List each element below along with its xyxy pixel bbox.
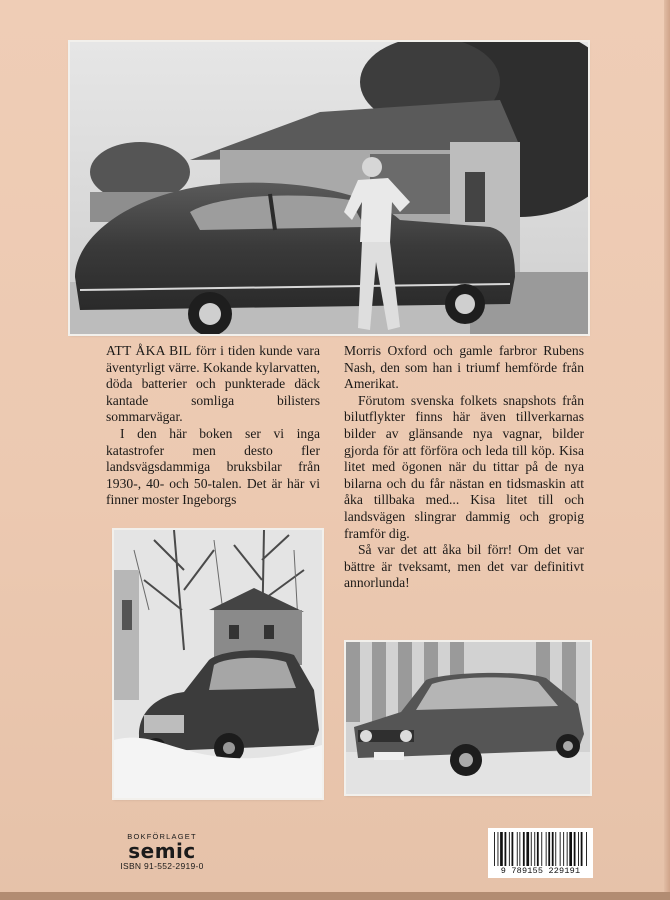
barcode-bars (493, 832, 588, 866)
paragraph-conclusion: Så var det att åka bil förr! Om det var bättre är tveksamt, men det var definitivt annorlunda! (344, 542, 584, 591)
publisher-label: BOKFÖRLAGET (127, 832, 197, 841)
paragraph-snapshots: Förutom svenska folkets snapshots från bilutflykter finns här även tillverkarnas bilder av glänsande nya vagnar, bilder gjorda för att förföra och leda till köp. Kisa litet med ögonen när du tittar på de nya bilarna och du får nästan en tidsmaskin att åka tillbaka med... Kisa litet till och landsvägen slingrar dammig och gropig framför dig. (344, 392, 584, 541)
photo-simca-car (346, 642, 590, 794)
photo-morris-in-snow (114, 530, 322, 798)
cover-edge (664, 0, 670, 900)
lead-caps: ATT ÅKA BIL (106, 343, 192, 358)
photo-man-with-nash (70, 42, 588, 334)
paragraph-intro-body: förr i tiden kunde vara äventyrligt värre. Kokande kylarvatten, döda batterier och punkterade däck kantade somliga bilisters sommarvägar. (106, 343, 321, 425)
paragraph-intro (106, 343, 320, 426)
cover-bottom-edge (0, 892, 670, 900)
barcode-digits: 9 789155 229191 (500, 866, 581, 876)
isbn-text: ISBN 91-552-2919-0 (120, 861, 204, 871)
paragraph-book: I den här boken ser vi inga katastrofer men desto fler landsvägsdammiga bruksbilar från 1930-, 40- och 50-talen. Det är här vi finner moster Ingeborgs (106, 425, 320, 508)
text-column-left (106, 343, 320, 509)
barcode (488, 828, 593, 878)
publisher-name: semic (128, 839, 196, 863)
paragraph-continued: Morris Oxford och gamle farbror Rubens Nash, den som han i triumf hemförde från Amerikat. (344, 343, 584, 392)
text-column-right (344, 343, 584, 592)
publisher-logo (112, 832, 212, 871)
